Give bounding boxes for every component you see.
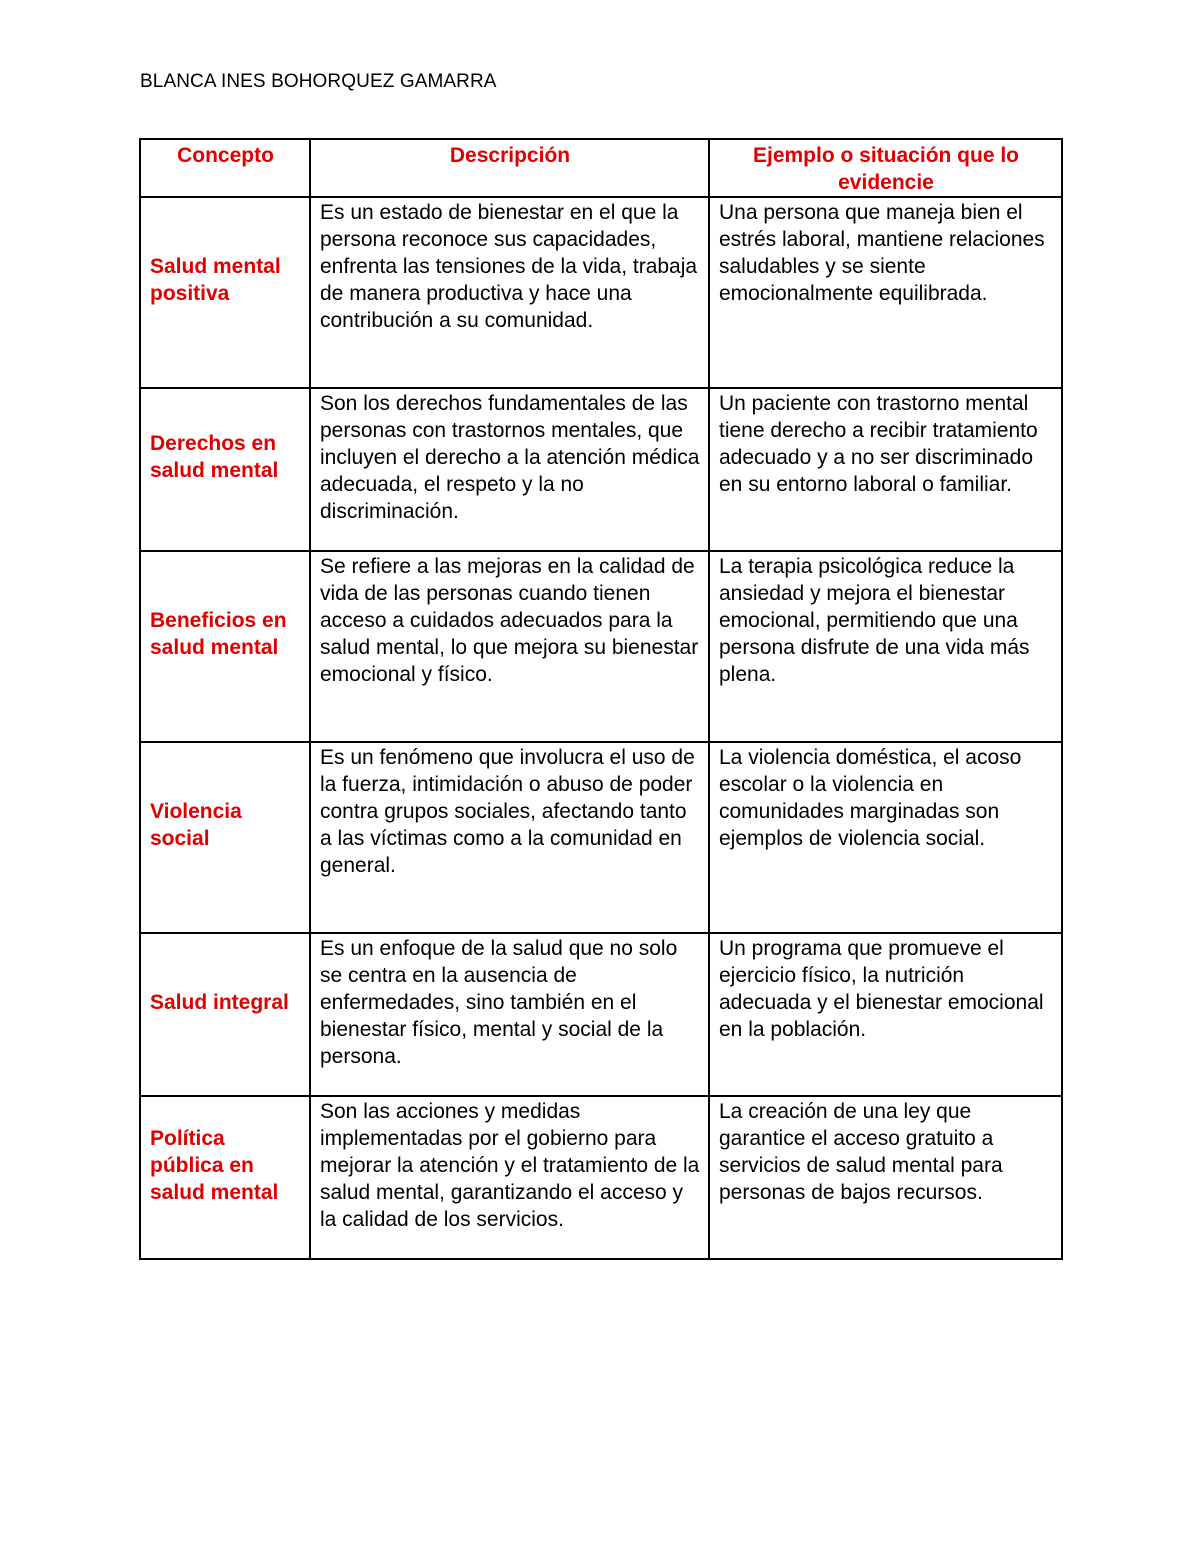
header-descripcion: Descripción [310,139,709,197]
concept-cell [140,1096,310,1259]
description-cell: Es un enfoque de la salud que no solo se centra en la ausencia de enfermedades, sino también en el bienestar físico, mental y social de la persona. [310,933,709,1096]
concept-cell [140,388,310,551]
concept-cell [140,197,310,388]
table-row [140,551,1062,742]
concept-label: Salud mental positiva [150,255,281,305]
example-cell: La creación de una ley que garantice el acceso gratuito a servicios de salud mental para personas de bajos recursos. [709,1096,1062,1259]
concept-cell [140,551,310,742]
example-cell: Un programa que promueve el ejercicio físico, la nutrición adecuada y el bienestar emocional en la población. [709,933,1062,1096]
example-cell: Un paciente con trastorno mental tiene derecho a recibir tratamiento adecuado y a no ser discriminado en su entorno laboral o familiar. [709,388,1062,551]
concept-label: Política pública en salud mental [150,1126,279,1204]
concept-label: Violencia social [150,800,242,850]
table-row [140,197,1062,388]
example-cell: Una persona que maneja bien el estrés laboral, mantiene relaciones saludables y se siente emocionalmente equilibrada. [709,197,1062,388]
description-cell: Son las acciones y medidas implementadas por el gobierno para mejorar la atención y el tratamiento de la salud mental, garantizando el acceso y la calidad de los servicios. [310,1096,709,1259]
table-header-row [140,139,1062,197]
concept-label: Salud integral [150,990,289,1014]
table-row [140,388,1062,551]
header-ejemplo: Ejemplo o situación que lo evidencie [709,139,1062,197]
header-concepto: Concepto [140,139,310,197]
concept-label: Beneficios en salud mental [150,609,287,659]
description-cell: Es un fenómeno que involucra el uso de la fuerza, intimidación o abuso de poder contra grupos sociales, afectando tanto a las víctimas como a la comunidad en general. [310,742,709,933]
description-cell: Se refiere a las mejoras en la calidad de vida de las personas cuando tienen acceso a cuidados adecuados para la salud mental, lo que mejora su bienestar emocional y físico. [310,551,709,742]
concept-label: Derechos en salud mental [150,432,279,482]
concept-cell [140,933,310,1096]
table-row [140,742,1062,933]
description-cell: Es un estado de bienestar en el que la persona reconoce sus capacidades, enfrenta las tensiones de la vida, trabaja de manera productiva y hace una contribución a su comunidad. [310,197,709,388]
example-cell: La terapia psicológica reduce la ansiedad y mejora el bienestar emocional, permitiendo que una persona disfrute de una vida más plena. [709,551,1062,742]
description-cell: Son los derechos fundamentales de las personas con trastornos mentales, que incluyen el derecho a la atención médica adecuada, el respeto y la no discriminación. [310,388,709,551]
table-row [140,933,1062,1096]
concepts-table [139,138,1063,1260]
document-author: BLANCA INES BOHORQUEZ GAMARRA [140,71,497,92]
table-row [140,1096,1062,1259]
concept-cell [140,742,310,933]
example-cell: La violencia doméstica, el acoso escolar o la violencia en comunidades marginadas son ejemplos de violencia social. [709,742,1062,933]
